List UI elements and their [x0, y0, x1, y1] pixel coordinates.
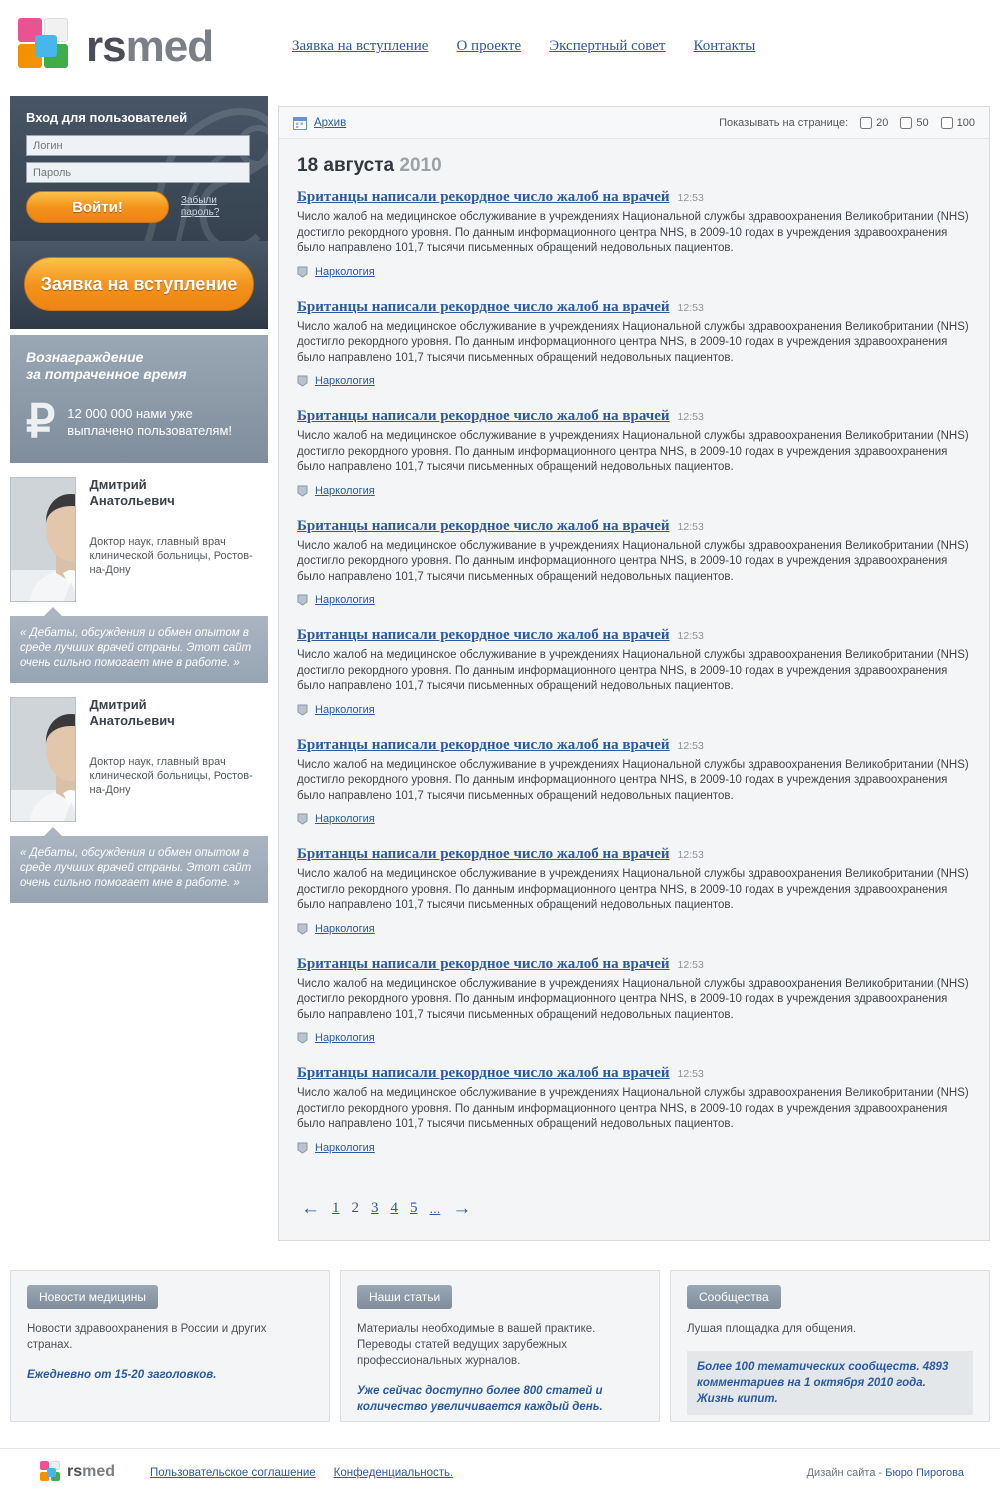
- reward-text: 12 000 000 нами уже выплачено пользователям!: [67, 406, 232, 438]
- per-page-option-100[interactable]: [941, 117, 975, 129]
- news-item: [297, 737, 971, 826]
- site-logo[interactable]: [18, 18, 213, 76]
- news-time: 12:53: [677, 630, 704, 642]
- news-item: [297, 189, 971, 278]
- testimonial-position: Доктор наук, главный врач клинической больницы, Ростов-на-Дону: [89, 536, 253, 576]
- footer-credit-link[interactable]: Бюро Пирогова: [885, 1467, 964, 1479]
- per-page-option-100-label: 100: [956, 116, 975, 129]
- per-page-option-50-label: 50: [916, 116, 929, 129]
- logo-text-med: med: [125, 22, 214, 71]
- panel-text: Новости здравоохранения в России и других странах.: [27, 1323, 267, 1351]
- news-tag-link[interactable]: Наркология: [315, 1032, 375, 1044]
- news-tag-link[interactable]: Наркология: [315, 922, 375, 935]
- footer-credit: [807, 1467, 964, 1479]
- nav-item-contacts[interactable]: Контакты: [693, 38, 756, 54]
- testimonial-patronymic: Анатольевич: [89, 493, 175, 508]
- news-title-link[interactable]: Британцы написали рекордное число жалоб на врачей: [297, 1065, 670, 1081]
- per-page-checkbox-20[interactable]: [860, 117, 872, 129]
- nav-item-application[interactable]: Заявка на вступление: [292, 38, 429, 54]
- tag-icon: [297, 813, 308, 825]
- news-body: Число жалоб на медицинское обслуживание в учреждениях Национальной службы здравоохранения Великобритании (NHS) достигло рекордного уровня. По данным информационного центра NHS, в 2009-10 годах в учреждения здравоохранения было направлено 101,7 тысячи письменных обращений недовольных пациентов.: [297, 320, 969, 364]
- archive-link-group[interactable]: [293, 116, 346, 130]
- footer-text-med: med: [82, 1463, 116, 1480]
- pagination-page-5[interactable]: 5: [410, 1199, 418, 1216]
- testimonial-name: [76, 697, 268, 729]
- news-body: Число жалоб на медицинское обслуживание в учреждениях Национальной службы здравоохранения Великобритании (NHS) достигло рекордного уровня. По данным информационного центра NHS, в 2009-10 годах в учреждения здравоохранения было направлено 101,7 тысячи письменных обращений недовольных пациентов.: [297, 868, 969, 911]
- logo-mark-icon: [18, 18, 76, 76]
- panel-communities: [670, 1270, 990, 1422]
- main-content: [278, 106, 990, 1241]
- testimonial-first-name: Дмитрий: [89, 477, 147, 492]
- nav-item-about[interactable]: О проекте: [456, 38, 522, 54]
- site-footer: [0, 1448, 1000, 1500]
- news-item: [297, 1065, 971, 1154]
- testimonial-position: Доктор наук, главный врач клинической больницы, Ростов-на-Дону: [89, 756, 253, 796]
- news-item: [297, 518, 971, 607]
- pagination-prev[interactable]: ←: [301, 1197, 320, 1219]
- pagination-next[interactable]: →: [452, 1197, 472, 1219]
- avatar: [10, 477, 76, 602]
- tag-icon: [297, 923, 308, 935]
- news-body: Число жалоб на медицинское обслуживание в учреждениях Национальной службы здравоохранения Великобритании (NHS) достигло рекордного уровня. По данным информационного центра NHS, в 2009-10 годах в учреждения здравоохранения было направлено 101,7 тысячи письменных обращений недовольных пациентов.: [297, 539, 969, 583]
- news-title-link[interactable]: Британцы написали рекордное число жалоб на врачей: [297, 298, 670, 315]
- footer-logo-mark-icon: [40, 1461, 62, 1483]
- news-body: Число жалоб на медицинское обслуживание в учреждениях Национальной службы здравоохранения Великобритании (NHS) достигло рекордного уровня. По данным информационного центра NHS, в 2009-10 годах в учреждения здравоохранения было направлено 101,7 тысячи письменных обращений недовольных пациентов.: [297, 211, 969, 254]
- news-time: 12:53: [677, 958, 704, 971]
- panel-tag[interactable]: Наши статьи: [357, 1285, 452, 1309]
- sidebar: [10, 96, 268, 903]
- news-item: [297, 408, 971, 497]
- news-tag-link[interactable]: Наркология: [315, 1141, 375, 1154]
- news-time: 12:53: [677, 192, 704, 204]
- site-header: [0, 0, 1000, 96]
- panel-highlight: Уже сейчас доступно более 800 статей и количество увеличивается каждый день.: [357, 1385, 603, 1413]
- news-title-link[interactable]: Британцы написали рекордное число жалоб на врачей: [297, 627, 670, 643]
- tag-icon: [297, 704, 308, 716]
- per-page-control: [719, 117, 975, 129]
- news-title-link[interactable]: Британцы написали рекордное число жалоб на врачей: [297, 189, 670, 205]
- testimonial-quote: « Дебаты, обсуждения и обмен опытом в среде лучших врачей страны. Этот сайт очень сильно помогает мне в работе. »: [10, 836, 268, 903]
- footer-link-privacy[interactable]: Конфеденциальность.: [333, 1467, 454, 1479]
- news-tag-link[interactable]: Наркология: [315, 484, 375, 497]
- login-input[interactable]: [26, 135, 250, 156]
- login-submit-button[interactable]: Войти!: [26, 191, 169, 223]
- news-date-year: 2010: [399, 155, 442, 176]
- tag-icon: [297, 266, 308, 278]
- footer-logo[interactable]: [40, 1461, 115, 1483]
- panel-tag[interactable]: Новости медицины: [27, 1285, 158, 1309]
- panel-medical-news: [10, 1270, 330, 1422]
- news-tag-link[interactable]: Наркология: [315, 375, 375, 387]
- news-body: Число жалоб на медицинское обслуживание в учреждениях Национальной службы здравоохранения Великобритании (NHS) достигло рекордного уровня. По данным информационного центра NHS, в 2009-10 годах в учреждения здравоохранения было направлено 101,7 тысячи письменных обращений недовольных пациентов.: [297, 1087, 969, 1130]
- tag-icon: [297, 485, 308, 497]
- per-page-option-20[interactable]: [860, 117, 888, 129]
- footer-link-terms[interactable]: Пользовательское соглашение: [150, 1467, 316, 1479]
- apply-panel: [10, 241, 268, 329]
- ruble-icon: ₽: [26, 396, 56, 447]
- reward-title-line2: за потраченное время: [26, 366, 187, 382]
- forgot-password-wrap: [181, 195, 252, 219]
- news-time: 12:53: [677, 739, 704, 752]
- news-tag-link[interactable]: Наркология: [315, 703, 375, 716]
- panel-tag[interactable]: Сообщества: [687, 1285, 781, 1309]
- news-time: 12:53: [677, 849, 704, 861]
- footer-panels: [10, 1270, 990, 1422]
- login-title: Вход для пользователей: [26, 110, 188, 125]
- testimonial-patronymic: Анатольевич: [89, 713, 175, 728]
- news-time: 12:53: [677, 1068, 704, 1080]
- panel-highlight: Ежедневно от 15-20 заголовков.: [27, 1369, 217, 1381]
- news-tag-link[interactable]: Наркология: [315, 594, 375, 606]
- reward-title-line1: Вознаграждение: [26, 349, 144, 365]
- footer-text-rs: rs: [67, 1463, 83, 1480]
- logo-text-rs: rs: [86, 22, 126, 71]
- panel-text: Лушая площадка для общения.: [687, 1323, 857, 1335]
- tag-icon: [297, 594, 308, 606]
- logo-wordmark: [86, 18, 213, 76]
- news-time: 12:53: [677, 301, 704, 314]
- archive-link[interactable]: Архив: [314, 116, 347, 129]
- news-item: [297, 627, 971, 716]
- news-title-link[interactable]: Британцы написали рекордное число жалоб на врачей: [297, 517, 670, 534]
- news-item: [297, 846, 971, 935]
- panel-highlight: Более 100 тематических сообществ. 4893 комментариев на 1 октября 2010 года. Жизнь кипит.: [687, 1351, 973, 1415]
- news-body: Число жалоб на медицинское обслуживание в учреждениях Национальной службы здравоохранения Великобритании (NHS) достигло рекордного уровня. По данным информационного центра NHS, в 2009-10 годах в учреждения здравоохранения было направлено 101,7 тысячи письменных обращений недовольных пациентов.: [297, 649, 969, 692]
- testimonial-card: [10, 477, 268, 683]
- pagination: [279, 1175, 989, 1240]
- pagination-page-2-current[interactable]: 2: [351, 1199, 359, 1216]
- reward-panel: [10, 335, 268, 463]
- tag-icon: [297, 1142, 308, 1154]
- nav-item-expert-council[interactable]: Экспертный совет: [549, 38, 666, 54]
- news-date-heading: [279, 139, 989, 179]
- news-title-link[interactable]: Британцы написали рекордное число жалоб на врачей: [297, 955, 670, 972]
- news-tag-link[interactable]: Наркология: [315, 265, 375, 278]
- pagination-ellipsis[interactable]: ...: [429, 1200, 441, 1216]
- news-time: 12:53: [677, 411, 704, 423]
- news-title-link[interactable]: Британцы написали рекордное число жалоб на врачей: [297, 736, 670, 753]
- news-list: [279, 179, 989, 1154]
- pagination-page-3[interactable]: 3: [371, 1199, 379, 1216]
- news-item: [297, 299, 971, 388]
- password-input[interactable]: [26, 162, 250, 183]
- testimonial-first-name: Дмитрий: [89, 697, 147, 712]
- login-panel: [10, 96, 268, 241]
- tag-icon: [297, 1032, 308, 1044]
- news-title-link[interactable]: Британцы написали рекордное число жалоб на врачей: [297, 846, 670, 862]
- news-tag-link[interactable]: Наркология: [315, 813, 375, 825]
- testimonial-name: [76, 477, 268, 509]
- reward-title: [26, 349, 252, 383]
- news-date-day: 18 августа: [297, 155, 395, 176]
- news-body: Число жалоб на медицинское обслуживание в учреждениях Национальной службы здравоохранения Великобритании (NHS) достигло рекордного уровня. По данным информационного центра NHS, в 2009-10 годах в учреждения здравоохранения было направлено 101,7 тысячи письменных обращений недовольных пациентов.: [297, 977, 969, 1021]
- footer-links: [150, 1467, 453, 1479]
- news-body: Число жалоб на медицинское обслуживание в учреждениях Национальной службы здравоохранения Великобритании (NHS) достигло рекордного уровня. По данным информационного центра NHS, в 2009-10 годах в учреждения здравоохранения было направлено 101,7 тысячи письменных обращений недовольных пациентов.: [297, 430, 969, 473]
- testimonial-card: [10, 697, 268, 903]
- footer-credit-prefix: Дизайн сайта -: [806, 1467, 886, 1479]
- news-item: [297, 956, 971, 1045]
- calendar-icon: [293, 116, 307, 130]
- tag-icon: [297, 375, 308, 387]
- per-page-option-20-label: 20: [876, 116, 889, 129]
- panel-text: Материалы необходимые в вашей практике. Переводы статей ведущих зарубежных профессиональных журналов.: [357, 1323, 596, 1367]
- news-body: Число жалоб на медицинское обслуживание в учреждениях Национальной службы здравоохранения Великобритании (NHS) достигло рекордного уровня. По данным информационного центра NHS, в 2009-10 годах в учреждения здравоохранения было направлено 101,7 тысячи письменных обращений недовольных пациентов.: [297, 758, 969, 802]
- main-navigation: [292, 38, 755, 55]
- avatar: [10, 697, 76, 822]
- testimonial-quote: « Дебаты, обсуждения и обмен опытом в среде лучших врачей страны. Этот сайт очень сильно помогает мне в работе. »: [10, 616, 268, 683]
- apply-membership-button[interactable]: Заявка на вступление: [24, 257, 254, 311]
- forgot-password-link[interactable]: Забыли пароль?: [180, 195, 220, 218]
- pagination-page-4[interactable]: 4: [390, 1199, 398, 1216]
- pagination-page-1[interactable]: 1: [332, 1199, 340, 1216]
- news-time: 12:53: [677, 520, 704, 533]
- news-title-link[interactable]: Британцы написали рекордное число жалоб на врачей: [297, 408, 670, 424]
- per-page-checkbox-50[interactable]: [900, 117, 912, 129]
- per-page-option-50[interactable]: [900, 117, 928, 129]
- panel-our-articles: [340, 1270, 660, 1422]
- per-page-checkbox-100[interactable]: [941, 117, 953, 129]
- per-page-label: Показывать на странице:: [719, 116, 849, 129]
- content-toolbar: [279, 107, 989, 139]
- footer-wordmark: [67, 1463, 115, 1481]
